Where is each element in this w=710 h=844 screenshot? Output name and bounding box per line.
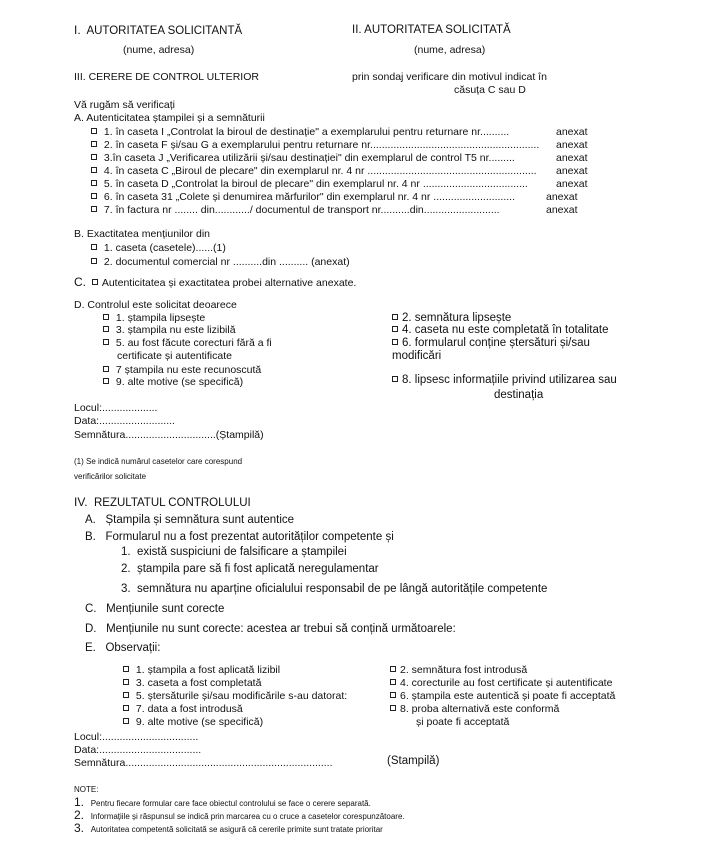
- checkbox[interactable]: [123, 705, 129, 711]
- section-iii-title: III. CERERE DE CONTROL ULTERIOR: [74, 71, 259, 83]
- list-item: 9. alte motive (se specifică): [123, 716, 263, 729]
- section-iv-title: IV. REZULTATUL CONTROLULUI: [74, 495, 251, 509]
- list-item: 1. în caseta I „Controlat la biroul de destinație" a exemplarului pentru returnare nr..........: [91, 126, 509, 139]
- list-item: 4. corecturile au fost certificate și autentificate: [390, 677, 612, 690]
- result-a: A. Ștampila și semnătura sunt autentice: [85, 514, 295, 526]
- list-item: 3. ștampila nu este lizibilă: [103, 324, 236, 337]
- list-item: 5. în caseta D „Controlat la biroul de plecare" din exemplarul nr. 4 nr ....................................: [91, 178, 528, 191]
- authority-requesting-title: [74, 24, 242, 38]
- list-item: 2. în caseta F și/sau G a exemplarului pentru returnare nr..........................................................: [91, 139, 539, 152]
- checkbox[interactable]: [91, 180, 97, 186]
- list-item: 7. data a fost introdusă: [123, 703, 243, 716]
- list-item-continuation: modificări: [392, 350, 442, 362]
- list-item: 6. formularul conține ștersături și/sau: [392, 337, 590, 350]
- section-iii-right-line2: căsuța C sau D: [454, 84, 526, 96]
- footnote-line1: (1) Se indică numărul casetelor care corespund: [74, 457, 243, 466]
- checkbox[interactable]: [103, 314, 109, 320]
- footnote-line2: verificărilor solicitate: [74, 472, 147, 481]
- annex-label: anexat: [546, 204, 578, 216]
- list-item-continuation: și poate fi acceptată: [416, 716, 510, 728]
- authority-requested-title: II. AUTORITATEA SOLICITATĂ: [352, 24, 511, 36]
- checkbox[interactable]: [123, 679, 129, 685]
- section-iii-right-line1: prin sondaj verificare din motivul indicat în: [352, 71, 547, 83]
- section-d-title: D. Controlul este solicitat deoarece: [74, 299, 237, 311]
- checkbox[interactable]: [91, 206, 97, 212]
- checkbox[interactable]: [392, 326, 398, 332]
- annex-label: anexat: [556, 178, 588, 190]
- checkbox[interactable]: [392, 376, 398, 382]
- checkbox[interactable]: [91, 258, 97, 264]
- checkbox[interactable]: [392, 314, 398, 320]
- annex-label: anexat: [546, 191, 578, 203]
- annex-label: anexat: [556, 139, 588, 151]
- checkbox[interactable]: [123, 718, 129, 724]
- note-1: 1. Pentru fiecare formular care face obiectul controlului se face o cerere separată.: [74, 795, 371, 809]
- result-d: D. Mențiunile nu sunt corecte: acestea ar trebui să conțină următoarele:: [85, 623, 456, 635]
- signature-field[interactable]: Semnătura...............................(Ștampilă): [74, 429, 264, 441]
- list-item: 1. ștampila lipsește: [103, 312, 205, 325]
- list-item: 3. caseta a fost completată: [123, 677, 261, 690]
- section-c: C. Autenticitatea și exactitatea probei alternative anexate.: [74, 275, 357, 289]
- place-field[interactable]: Locul:.................................: [74, 731, 199, 743]
- result-b-item-1: 1. există suspiciuni de falsificare a ștampilei: [121, 546, 347, 558]
- result-b-item-2: 2. ștampila pare să fi fost aplicată neregulamentar: [121, 563, 379, 575]
- checkbox[interactable]: [91, 193, 97, 199]
- checkbox[interactable]: [390, 705, 396, 711]
- date-field[interactable]: Data:...................................: [74, 744, 202, 756]
- note-3: 3. Autoritatea competentă solicitată se asigură că cererile primite sunt tratate prioritar: [74, 821, 383, 835]
- list-item: 4. caseta nu este completată în totalitate: [392, 324, 609, 337]
- list-item: 4. în caseta C „Biroul de plecare" din exemplarul nr. 4 nr ..........................................................: [91, 165, 537, 178]
- checkbox[interactable]: [103, 378, 109, 384]
- checkbox[interactable]: [91, 244, 97, 250]
- section-title: AUTORITATEA SOLICITANTĂ: [86, 25, 243, 37]
- section-a-title: A. Autenticitatea ștampilei și a semnăturii: [74, 112, 265, 124]
- list-item: 2. semnătura fost introdusă: [390, 664, 527, 677]
- checkbox[interactable]: [390, 666, 396, 672]
- list-item: 5. au fost făcute corecturi fără a fi: [103, 337, 272, 350]
- list-item: 2. documentul comercial nr ..........din .......... (anexat): [91, 256, 350, 269]
- checkbox[interactable]: [390, 679, 396, 685]
- result-c: C. Mențiunile sunt corecte: [85, 603, 225, 615]
- checkbox[interactable]: [91, 154, 97, 160]
- list-item: 1. ștampila a fost aplicată lizibil: [123, 664, 280, 677]
- checkbox[interactable]: [91, 128, 97, 134]
- stamp-label: (Stampilă): [387, 755, 440, 767]
- signature-field[interactable]: Semnătura.......................................................................: [74, 757, 333, 769]
- list-item-continuation: certificate și autentificate: [117, 350, 232, 362]
- list-item-continuation: destinația: [494, 389, 544, 401]
- annex-label: anexat: [556, 152, 588, 164]
- checkbox[interactable]: [390, 692, 396, 698]
- list-item: 6. ștampila este autentică și poate fi acceptată: [390, 690, 615, 703]
- note-2: 2. Informațiile și răspunsul se indică prin marcarea cu o cruce a casetelor corespunzătoare.: [74, 808, 405, 822]
- list-item: 3.în caseta J „Verificarea utilizării și/sau destinației" din exemplarul de control T5 nr.........: [91, 152, 515, 165]
- intro-text: Vă rugăm să verificați: [74, 99, 175, 111]
- checkbox[interactable]: [103, 339, 109, 345]
- notes-title: NOTE:: [74, 785, 99, 794]
- checkbox[interactable]: [392, 339, 398, 345]
- list-item: 1. caseta (casetele)......(1): [91, 242, 226, 255]
- place-field[interactable]: Locul:...................: [74, 402, 158, 414]
- section-number: I.: [74, 23, 81, 37]
- list-item: 7. în factura nr ........ din............/ documentul de transport nr..........din..........................: [91, 204, 500, 217]
- list-item: 9. alte motive (se specifică): [103, 376, 243, 389]
- section-b-title: B. Exactitatea mențiunilor din: [74, 228, 210, 240]
- list-item: 2. semnătura lipsește: [392, 312, 511, 325]
- list-item: 8. lipsesc informațiile privind utilizarea sau: [392, 374, 617, 387]
- list-item: 6. în caseta 31 „Colete și denumirea mărfurilor" din exemplarul nr. 4 nr ............................: [91, 191, 515, 204]
- result-b-item-3: 3. semnătura nu aparține oficialului responsabil de pe lângă autoritățile competente: [121, 583, 548, 595]
- requested-name-address: (nume, adresa): [414, 44, 486, 56]
- annex-label: anexat: [556, 165, 588, 177]
- checkbox[interactable]: [91, 167, 97, 173]
- checkbox[interactable]: [103, 326, 109, 332]
- result-b: B. Formularul nu a fost prezentat autorităților competente și: [85, 531, 394, 543]
- result-e: E. Observații:: [85, 642, 161, 654]
- date-field[interactable]: Data:..........................: [74, 415, 175, 427]
- checkbox[interactable]: [123, 666, 129, 672]
- annex-label: anexat: [556, 126, 588, 138]
- checkbox[interactable]: [92, 279, 98, 285]
- requesting-name-address: (nume, adresa): [123, 44, 195, 56]
- list-item: 5. ștersăturile și/sau modificările s-au datorat:: [123, 690, 347, 703]
- list-item: 8. proba alternativă este conformă: [390, 703, 559, 716]
- list-item: 7 ștampila nu este recunoscută: [103, 364, 261, 377]
- checkbox[interactable]: [123, 692, 129, 698]
- checkbox[interactable]: [103, 366, 109, 372]
- checkbox[interactable]: [91, 141, 97, 147]
